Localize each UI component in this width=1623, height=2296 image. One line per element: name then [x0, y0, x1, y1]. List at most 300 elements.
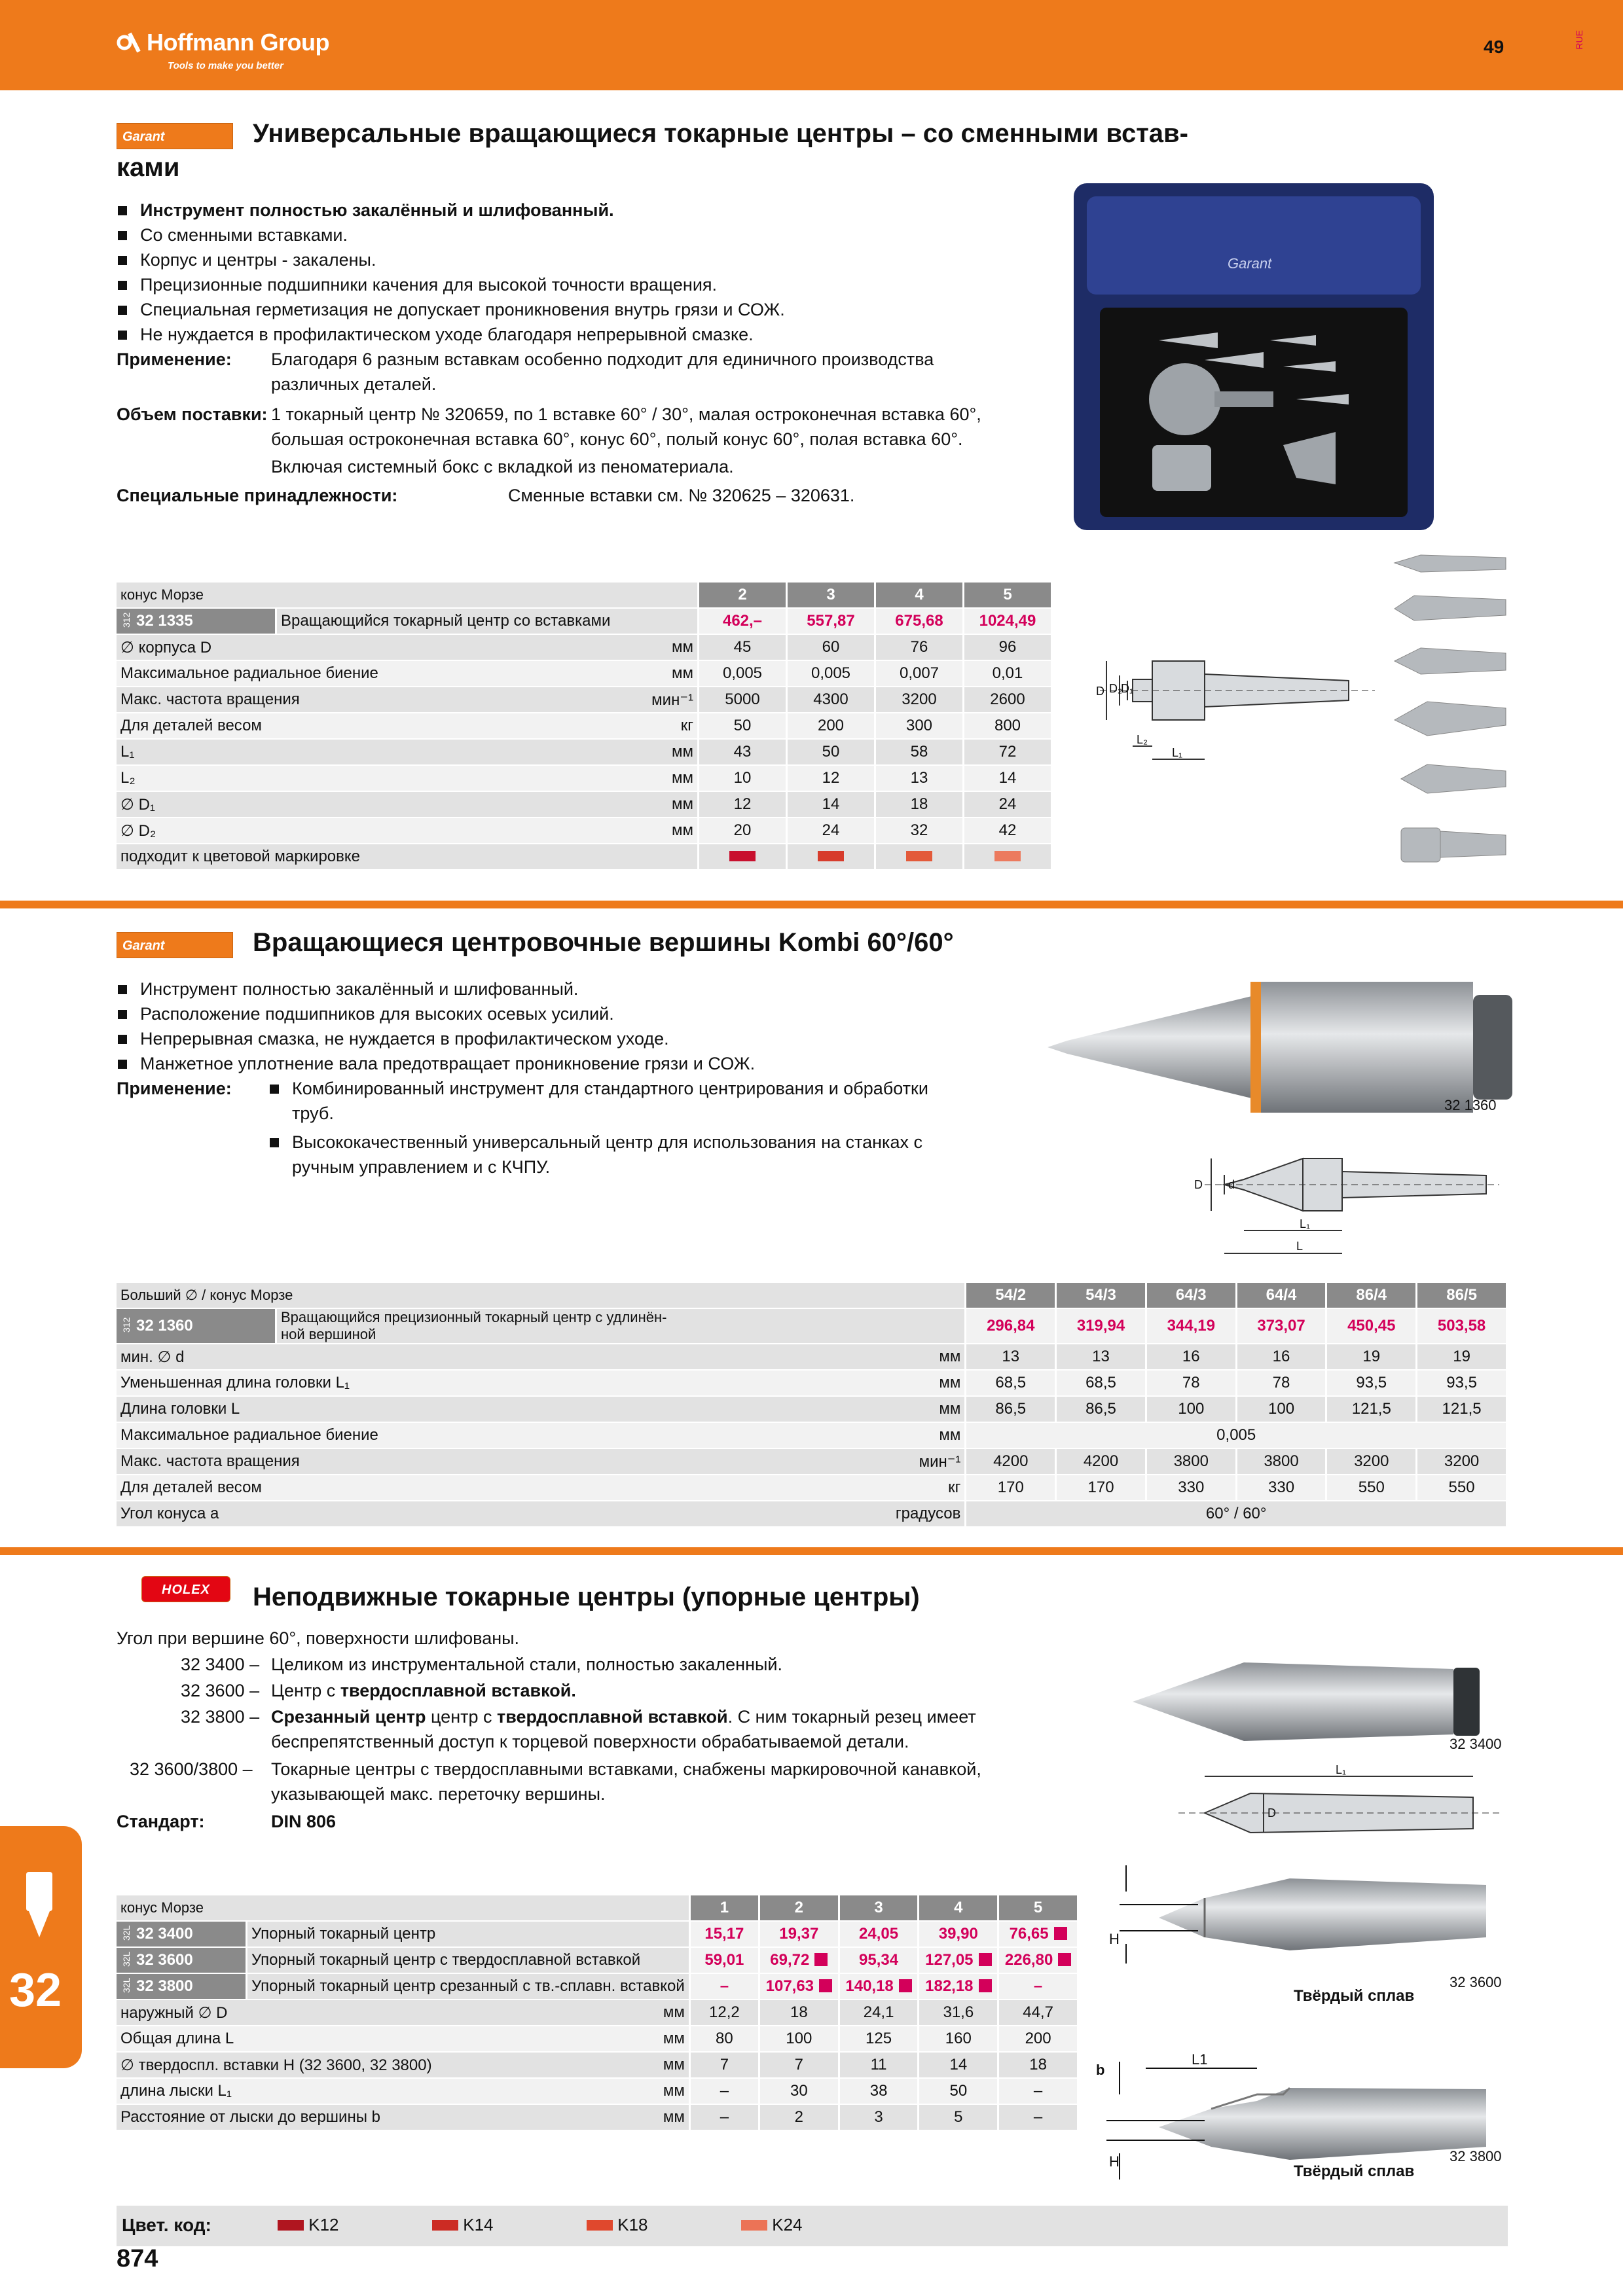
- table-row: [117, 2078, 1078, 2104]
- price-cell: [998, 1973, 1078, 2000]
- article-number: 32 3800: [136, 1977, 193, 1995]
- table-row: [117, 791, 1052, 817]
- cell: 12: [787, 765, 875, 791]
- price-cell: [919, 1947, 998, 1973]
- row-unit: мм: [672, 821, 693, 839]
- cell: 16: [1236, 1344, 1326, 1370]
- column-header: 2: [699, 583, 787, 608]
- article-number: 32 3600: [136, 1951, 193, 1969]
- cell: 7: [759, 2052, 839, 2078]
- stock-flag-icon: [979, 1979, 992, 1992]
- row-unit: мм: [672, 743, 693, 761]
- color-code-item: [432, 2215, 494, 2235]
- dim-L1-label: L₁: [1300, 1217, 1311, 1230]
- price: 127,05: [925, 1951, 974, 1969]
- cell: 10: [699, 765, 787, 791]
- price: 19,37: [779, 1925, 819, 1943]
- brand-logo: [117, 29, 329, 56]
- delivery-line: Включая системный бокс с вкладкой из пеноматериала.: [271, 457, 734, 476]
- cell: 18: [998, 2052, 1078, 2078]
- color-marking-swatch: [994, 851, 1021, 861]
- dim-D-label: D: [1267, 1806, 1276, 1820]
- price: 182,18: [925, 1977, 974, 1995]
- item-text-part: центр с: [426, 1707, 497, 1727]
- application-label: Применение:: [117, 1079, 232, 1098]
- merged-cell: 0,005: [966, 1422, 1507, 1448]
- row-unit: кг: [948, 1479, 961, 1496]
- color-swatch: [741, 2220, 767, 2231]
- cell: 80: [689, 2026, 759, 2052]
- cell: 7: [689, 2052, 759, 2078]
- cell: 43: [699, 739, 787, 765]
- cell: 93,5: [1417, 1370, 1507, 1396]
- cell: 13: [875, 765, 964, 791]
- price-cell: [689, 1921, 759, 1947]
- application-item-cont: ручным управлением и с КЧПУ.: [292, 1157, 551, 1177]
- cell: 170: [1056, 1475, 1146, 1501]
- row-unit: градусов: [895, 1505, 961, 1522]
- table-row: [117, 1475, 1507, 1501]
- dim-L2-label: L₂: [1137, 733, 1148, 746]
- item-text-cont: указывающей макс. переточку вершины.: [271, 1784, 606, 1804]
- stock-flag-icon: [899, 1979, 912, 1992]
- cell: 2: [759, 2104, 839, 2130]
- cell: 19: [1326, 1344, 1417, 1370]
- row-unit: мин⁻¹: [919, 1452, 961, 1471]
- cell: 0,01: [964, 660, 1052, 687]
- price: 76,65: [1009, 1925, 1049, 1943]
- dim-H-label: H: [1109, 1931, 1120, 1947]
- column-header: 64/3: [1146, 1283, 1236, 1308]
- price-cell: [839, 1921, 919, 1947]
- row-unit: мм: [663, 2055, 685, 2073]
- cell: 5: [919, 2104, 998, 2130]
- cell: 78: [1146, 1370, 1236, 1396]
- cell: 16: [1146, 1344, 1236, 1370]
- article-number: 32 1360: [136, 1317, 193, 1335]
- table-row: [117, 817, 1052, 844]
- chapter-tab: [0, 1826, 82, 2068]
- price: 557,87: [787, 608, 875, 634]
- garant-badge: Garant: [117, 932, 233, 958]
- price-cell: [839, 1947, 919, 1973]
- dim-D-label: D: [1096, 685, 1104, 698]
- table-row: [117, 2052, 1078, 2078]
- column-header: 54/2: [966, 1283, 1056, 1308]
- cell: 30: [759, 2078, 839, 2104]
- item-text-cont: беспрепятственный доступ к торцевой поверхности обрабатываемой детали.: [271, 1732, 909, 1751]
- row-unit: мм: [672, 637, 693, 656]
- price: 107,63: [765, 1977, 814, 1995]
- cell: 3200: [1417, 1448, 1507, 1475]
- column-header: 5: [998, 1895, 1078, 1921]
- column-header: 86/5: [1417, 1283, 1507, 1308]
- table-row: [117, 713, 1052, 739]
- table-header-label: конус Морзе: [117, 1895, 689, 1921]
- article-number-cell: [117, 1308, 276, 1344]
- cell: 76: [875, 634, 964, 660]
- article-description: [276, 1308, 966, 1344]
- delivery-line: большая остроконечная вставка 60°, конус 60°, полый конус 60°, полая вставка 60°.: [271, 429, 963, 449]
- color-code-item: [741, 2215, 803, 2235]
- color-code-name: K24: [772, 2215, 803, 2234]
- color-marking-swatch: [906, 851, 932, 861]
- cell: 14: [787, 791, 875, 817]
- row-label: Максимальное радиальное биение: [120, 1426, 378, 1444]
- cell: 160: [919, 2026, 998, 2052]
- application-text-cont: различных деталей.: [271, 374, 437, 394]
- cell: 24: [787, 817, 875, 844]
- column-header: 3: [839, 1895, 919, 1921]
- dead-center-photo: [1126, 1649, 1493, 1748]
- cell: 45: [699, 634, 787, 660]
- cell: 300: [875, 713, 964, 739]
- column-header: 64/4: [1236, 1283, 1326, 1308]
- price-cell: [998, 1947, 1078, 1973]
- color-swatch: [278, 2220, 304, 2231]
- cell: 0,005: [699, 660, 787, 687]
- price: 69,72: [770, 1951, 810, 1969]
- dim-D2-label: D₂: [1109, 682, 1122, 695]
- price: 15,17: [704, 1925, 744, 1943]
- table-row: [117, 1344, 1507, 1370]
- row-label: мин. ∅ d: [120, 1348, 185, 1366]
- row-label: ∅ корпуса D: [120, 638, 212, 656]
- price-cell: [689, 1973, 759, 2000]
- application-list: [268, 1130, 922, 1155]
- cell: 100: [1146, 1396, 1236, 1422]
- table-header-label: Больший ∅ / конус Морзе: [117, 1283, 966, 1308]
- price-cell: [759, 1947, 839, 1973]
- stock-flag-icon: [1054, 1927, 1067, 1940]
- cell: 68,5: [966, 1370, 1056, 1396]
- feature-item: Специальная герметизация не допускает проникновения внутрь грязи и СОЖ.: [117, 297, 785, 322]
- dim-D1-label: D₁: [1121, 682, 1134, 695]
- cell: 68,5: [1056, 1370, 1146, 1396]
- cell: 19: [1417, 1344, 1507, 1370]
- color-code-item: [587, 2215, 648, 2235]
- article-description-line: Вращающийся прецизионный токарный центр с удлинён-: [281, 1309, 667, 1325]
- color-code-legend: [117, 2206, 1508, 2246]
- color-code-label: Цвет. код:: [122, 2215, 211, 2235]
- item-text-part: Центр с: [271, 1681, 340, 1700]
- row-label: Максимальное радиальное биение: [120, 664, 378, 682]
- article-number: 32 1335: [136, 612, 193, 630]
- item-text-bold: твердосплавной вставкой.: [340, 1681, 576, 1700]
- item-text-bold: Срезанный центр: [271, 1707, 426, 1727]
- price-cell: [839, 1973, 919, 2000]
- item-text: [271, 1678, 576, 1703]
- cell: 125: [839, 2026, 919, 2052]
- cell: –: [998, 2078, 1078, 2104]
- cell: 42: [964, 817, 1052, 844]
- color-code-name: K14: [463, 2215, 494, 2234]
- row-label: Общая длина L: [120, 2030, 234, 2047]
- row-unit: мм: [663, 2108, 685, 2126]
- cell: 32: [875, 817, 964, 844]
- article-description: Упорный токарный центр с твердосплавной вставкой: [246, 1947, 689, 1973]
- image-caption: 32 3400: [1450, 1736, 1502, 1752]
- cell: 0,005: [787, 660, 875, 687]
- dim-L1-label: L₁: [1336, 1763, 1347, 1776]
- standard-value: DIN 806: [271, 1812, 337, 1831]
- feature-item: Инструмент полностью закалённый и шлифованный.: [117, 198, 785, 223]
- table-row: [117, 2026, 1078, 2052]
- column-header: 4: [875, 583, 964, 608]
- price: 675,68: [875, 608, 964, 634]
- page-number: 874: [117, 2245, 158, 2272]
- cell: 14: [919, 2052, 998, 2078]
- section-divider: [0, 901, 1623, 908]
- section3-title: Неподвижные токарные центры (упорные центры): [253, 1583, 920, 1611]
- price-cell: [689, 1947, 759, 1973]
- application-item: Высококачественный универсальный центр для использования на станках с: [268, 1130, 922, 1155]
- row-unit: мм: [939, 1400, 961, 1418]
- dim-D-label: D: [1194, 1178, 1203, 1191]
- cell: 50: [919, 2078, 998, 2104]
- article-number-cell: [117, 1921, 246, 1947]
- stock-flag-icon: [1058, 1953, 1071, 1966]
- price: 296,84: [966, 1308, 1056, 1344]
- table-32-1360: [117, 1283, 1508, 1528]
- stock-flag-icon: [979, 1953, 992, 1966]
- row-label: L₂: [120, 769, 136, 787]
- section1-title: Универсальные вращающиеся токарные центры – со сменными встав-: [253, 119, 1188, 148]
- cell: 18: [759, 2000, 839, 2026]
- cell: 38: [839, 2078, 919, 2104]
- row-label: Уменьшенная длина головки L₁: [120, 1374, 350, 1391]
- article-description: Вращающийся токарный центр со вставками: [276, 608, 699, 634]
- row-label: Макс. частота вращения: [120, 690, 300, 708]
- article-prefix: 312: [121, 1317, 132, 1333]
- cell: 3200: [875, 687, 964, 713]
- accessories-text: Сменные вставки см. № 320625 – 320631.: [508, 486, 855, 505]
- table-row: [117, 1370, 1507, 1396]
- feature-item: Со сменными вставками.: [117, 223, 785, 247]
- inserts-photos: [1381, 550, 1512, 877]
- item-code: 32 3800 –: [181, 1707, 260, 1727]
- article-prefix: 32L: [121, 1951, 132, 1967]
- item-text: Целиком из инструментальной стали, полностью закаленный.: [271, 1655, 782, 1674]
- item-code: 32 3400 –: [181, 1655, 260, 1674]
- row-label: ∅ D₂: [120, 821, 156, 840]
- row-label: Угол конуса a: [120, 1505, 219, 1522]
- cell: 3800: [1146, 1448, 1236, 1475]
- image-caption: 32 3800: [1450, 2148, 1502, 2164]
- lathe-center-icon: [20, 1865, 59, 1944]
- color-swatch: [432, 2220, 458, 2231]
- cell: 86,5: [1056, 1396, 1146, 1422]
- cell: 4300: [787, 687, 875, 713]
- garant-badge: Garant: [117, 123, 233, 149]
- article-number-cell: [117, 1947, 246, 1973]
- price: 450,45: [1326, 1308, 1417, 1344]
- row-unit: мм: [663, 2082, 685, 2100]
- price: 24,05: [859, 1925, 899, 1943]
- section-divider: [0, 1547, 1623, 1555]
- cell: 2600: [964, 687, 1052, 713]
- cell: 86,5: [966, 1396, 1056, 1422]
- column-header: 86/4: [1326, 1283, 1417, 1308]
- table-row: [117, 2104, 1078, 2130]
- dim-L1-label: L1: [1192, 2051, 1208, 2068]
- article-description: Упорный токарный центр: [246, 1921, 689, 1947]
- article-prefix: 32L: [121, 1925, 132, 1941]
- cell: 50: [699, 713, 787, 739]
- item-text: [271, 1704, 976, 1729]
- price-cell: [759, 1921, 839, 1947]
- cell: 550: [1417, 1475, 1507, 1501]
- cell: 200: [787, 713, 875, 739]
- color-code-item: [278, 2215, 339, 2235]
- cell: 11: [839, 2052, 919, 2078]
- row-unit: мм: [663, 2030, 685, 2047]
- price: 373,07: [1236, 1308, 1326, 1344]
- cell: –: [689, 2078, 759, 2104]
- table-32-1335: [117, 583, 1053, 870]
- accessories-label: Специальные принадлежности:: [117, 486, 398, 505]
- dim-H-label: H: [1109, 2153, 1120, 2170]
- dim-L1-label: L₁: [1172, 746, 1183, 759]
- row-unit: мм: [939, 1426, 961, 1444]
- row-label: L₁: [120, 743, 135, 761]
- price: 59,01: [704, 1951, 744, 1969]
- cell: 3200: [1326, 1448, 1417, 1475]
- brand-tagline: Tools to make you better: [168, 60, 283, 71]
- feature-item: Непрерывная смазка, не нуждается в профилактическом уходе.: [117, 1026, 755, 1051]
- item-code: 32 3600 –: [181, 1681, 260, 1700]
- table-row: [117, 844, 1052, 870]
- article-number: 32 3400: [136, 1925, 193, 1943]
- section1-features: [117, 198, 785, 347]
- application-list: [268, 1076, 928, 1101]
- cell: 12,2: [689, 2000, 759, 2026]
- color-swatch: [587, 2220, 613, 2231]
- cell: 170: [966, 1475, 1056, 1501]
- row-unit: мм: [939, 1347, 961, 1365]
- price: –: [1033, 1977, 1043, 1995]
- dead-center-dimension-diagram: [1165, 1761, 1506, 1859]
- carbide-center-photo: [1106, 1852, 1499, 1970]
- center-dimension-diagram: [1087, 635, 1381, 779]
- merged-cell: 60° / 60°: [966, 1501, 1507, 1527]
- row-unit: мин⁻¹: [651, 691, 693, 709]
- feature-item: Манжетное уплотнение вала предотвращает проникновение грязи и СОЖ.: [117, 1051, 755, 1076]
- article-prefix: 312: [121, 612, 132, 628]
- cell: 121,5: [1417, 1396, 1507, 1422]
- item-text: Токарные центры с твердосплавными вставками, снабжены маркировочной канавкой,: [271, 1759, 981, 1779]
- price: 1024,49: [964, 608, 1052, 634]
- cell: 330: [1236, 1475, 1326, 1501]
- table-row: [117, 1448, 1507, 1475]
- price: 95,34: [859, 1951, 899, 1969]
- image-caption: 32 3600: [1450, 1974, 1502, 1990]
- cell: 200: [998, 2026, 1078, 2052]
- row-label: ∅ твердоспл. вставки H (32 3600, 32 3800): [120, 2056, 432, 2074]
- cell: 13: [966, 1344, 1056, 1370]
- cell: 800: [964, 713, 1052, 739]
- application-label: Применение:: [117, 350, 232, 369]
- table-header-label: конус Морзе: [117, 583, 699, 608]
- column-header: 5: [964, 583, 1052, 608]
- row-label: Для деталей весом: [120, 717, 262, 734]
- table-row: [117, 687, 1052, 713]
- article-description-line: ной вершиной: [281, 1326, 376, 1342]
- price-cell: [919, 1921, 998, 1947]
- table-row: [117, 765, 1052, 791]
- article-number-cell: [117, 1973, 246, 2000]
- price: 140,18: [845, 1977, 894, 1995]
- cell: 550: [1326, 1475, 1417, 1501]
- row-unit: мм: [672, 664, 693, 682]
- application-text: Благодаря 6 разным вставкам особенно подходит для единичного производства: [271, 350, 934, 369]
- article-number-cell: [117, 608, 276, 634]
- cell: 60: [787, 634, 875, 660]
- cell: 24: [964, 791, 1052, 817]
- dim-d-label: d: [1228, 1178, 1235, 1191]
- price: 344,19: [1146, 1308, 1236, 1344]
- cell: 93,5: [1326, 1370, 1417, 1396]
- cell: 44,7: [998, 2000, 1078, 2026]
- table-row: [117, 634, 1052, 660]
- cell: 121,5: [1326, 1396, 1417, 1422]
- section2-title: Вращающиеся центровочные вершины Kombi 60°/60°: [253, 928, 954, 957]
- cell: 31,6: [919, 2000, 998, 2026]
- row-label: ∅ D₁: [120, 795, 156, 814]
- svg-text:Garant: Garant: [1228, 255, 1272, 272]
- cell: 4200: [1056, 1448, 1146, 1475]
- feature-item: Прецизионные подшипники качения для высокой точности вращения.: [117, 272, 785, 297]
- color-marking-swatch: [729, 851, 756, 861]
- carbide-label: Твёрдый сплав: [1294, 2162, 1415, 2180]
- cell: 4200: [966, 1448, 1056, 1475]
- price-cell: [998, 1921, 1078, 1947]
- item-code: 32 3600/3800 –: [130, 1759, 253, 1779]
- cell: 13: [1056, 1344, 1146, 1370]
- table-row: [117, 1396, 1507, 1422]
- cell: 50: [787, 739, 875, 765]
- price-cell: [759, 1973, 839, 2000]
- holex-badge: HOLEX: [141, 1576, 230, 1602]
- column-header: 1: [689, 1895, 759, 1921]
- row-label: подходит к цветовой маркировке: [117, 844, 699, 870]
- catalog-page-number: 49: [1484, 37, 1504, 57]
- language-code: RUE: [1574, 30, 1584, 50]
- article-prefix: 32L: [121, 1977, 132, 1993]
- row-label: Для деталей весом: [120, 1479, 262, 1496]
- row-label: Длина головки L: [120, 1400, 240, 1418]
- article-description: Упорный токарный центр срезанный с тв.-сплавн. вставкой: [246, 1973, 689, 2000]
- section3-intro: Угол при вершине 60°, поверхности шлифованы.: [117, 1628, 520, 1648]
- delivery-label: Объем поставки:: [117, 404, 268, 424]
- table-row: [117, 1501, 1507, 1527]
- carbide-label: Твёрдый сплав: [1294, 1987, 1415, 2005]
- tool-case-photo: [1074, 183, 1434, 530]
- cell: 100: [759, 2026, 839, 2052]
- stock-flag-icon: [819, 1979, 832, 1992]
- delivery-line: 1 токарный центр № 320659, по 1 вставке 60° / 30°, малая остроконечная вставка 60°,: [271, 404, 981, 424]
- row-unit: мм: [672, 795, 693, 813]
- cell: 78: [1236, 1370, 1326, 1396]
- brand-name: Hoffmann Group: [147, 29, 329, 56]
- application-item-cont: труб.: [292, 1103, 334, 1123]
- price: 503,58: [1417, 1308, 1507, 1344]
- table-row: [117, 1422, 1507, 1448]
- dim-b-label: b: [1096, 2062, 1105, 2078]
- table-row: [117, 739, 1052, 765]
- cell: 20: [699, 817, 787, 844]
- cell: 3800: [1236, 1448, 1326, 1475]
